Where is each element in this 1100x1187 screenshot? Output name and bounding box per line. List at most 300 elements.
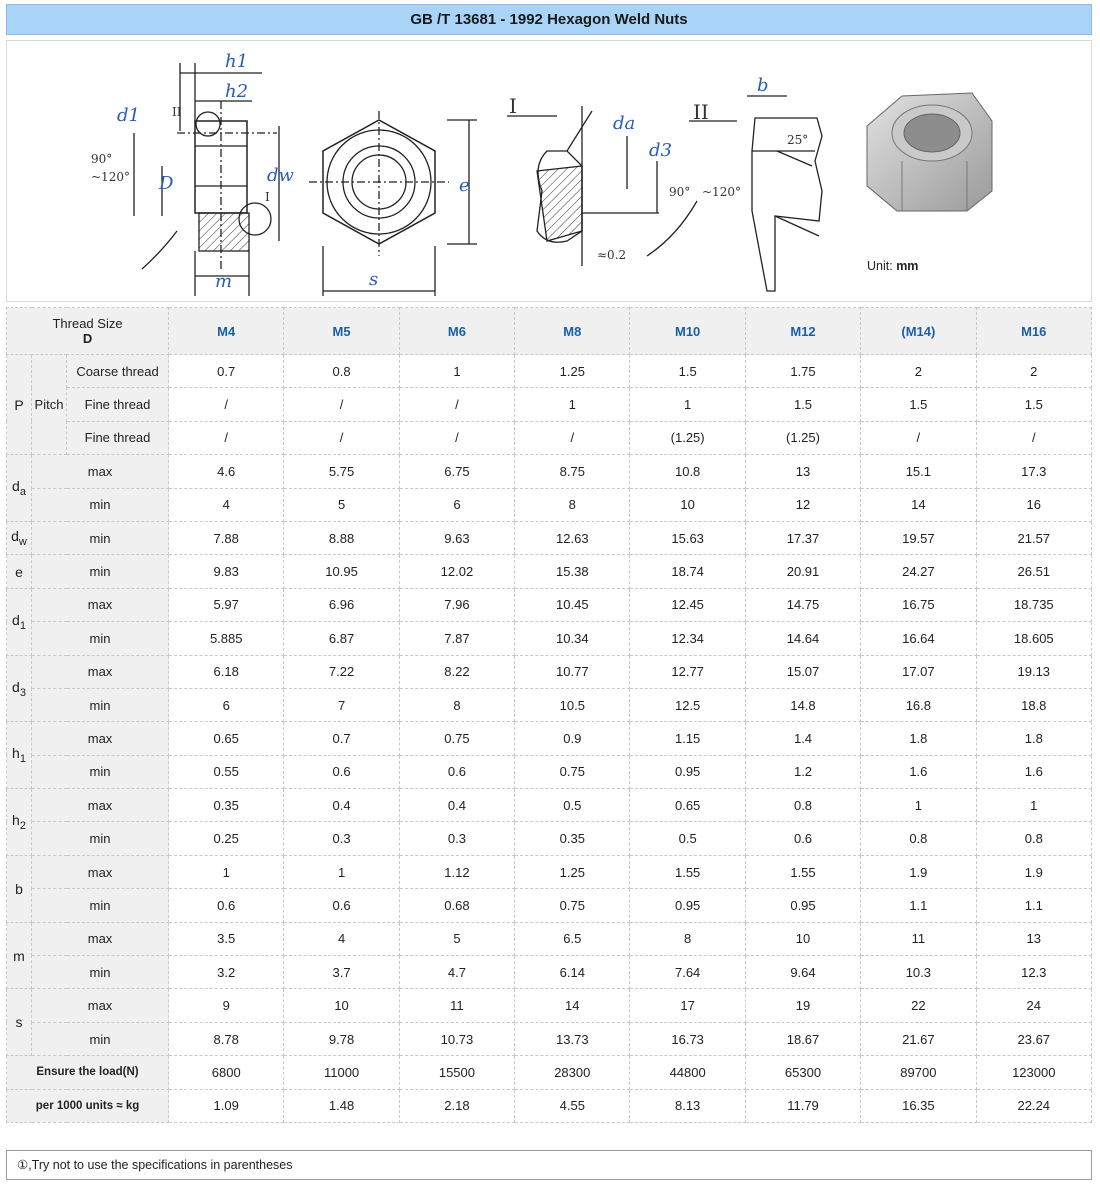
- value-cell: 0.4: [399, 789, 514, 822]
- param-symbol-sub: 1: [19, 619, 26, 632]
- value-cell: 6800: [169, 1056, 284, 1089]
- row-label: min: [32, 488, 169, 521]
- param-symbol: [7, 989, 32, 1056]
- value-cell: 8.88: [284, 521, 399, 554]
- value-cell: 12.02: [399, 555, 514, 588]
- table-row: [7, 922, 1092, 955]
- value-cell: 13: [976, 922, 1091, 955]
- table-row: [7, 655, 1092, 688]
- param-symbol: [7, 722, 32, 789]
- size-header: M16: [976, 308, 1091, 355]
- value-cell: 17.3: [976, 455, 1091, 488]
- row-label: min: [32, 1022, 169, 1055]
- table-row: [7, 421, 1092, 454]
- value-cell: 8.78: [169, 1022, 284, 1055]
- value-cell: 0.6: [284, 755, 399, 788]
- value-cell: 12.3: [976, 956, 1091, 989]
- row-label: max: [32, 722, 169, 755]
- value-cell: 2: [976, 355, 1091, 388]
- value-cell: 4.6: [169, 455, 284, 488]
- row-label: max: [32, 655, 169, 688]
- param-symbol-sub: 2: [19, 819, 26, 832]
- table-row: [7, 789, 1092, 822]
- row-label: min: [32, 956, 169, 989]
- value-cell: 1.12: [399, 855, 514, 888]
- table-row: [7, 388, 1092, 421]
- value-cell: 6.87: [284, 622, 399, 655]
- value-cell: 89700: [861, 1056, 976, 1089]
- value-cell: 9.78: [284, 1022, 399, 1055]
- value-cell: 18.74: [630, 555, 745, 588]
- angle-label: 90°: [91, 152, 113, 166]
- param-symbol: [7, 588, 32, 655]
- table-row: [7, 989, 1092, 1022]
- value-cell: 2.18: [399, 1089, 514, 1122]
- table-row: [7, 688, 1092, 721]
- row-label: min: [32, 822, 169, 855]
- row-label: min: [32, 688, 169, 721]
- row-label: per 1000 units ≈ kg: [7, 1089, 169, 1122]
- page-title: GB /T 13681 - 1992 Hexagon Weld Nuts: [6, 4, 1092, 35]
- table-row: [7, 455, 1092, 488]
- value-cell: 0.95: [630, 889, 745, 922]
- value-cell: 7.87: [399, 622, 514, 655]
- row-label: max: [32, 588, 169, 621]
- value-cell: 24: [976, 989, 1091, 1022]
- value-cell: 5: [399, 922, 514, 955]
- value-cell: 16.73: [630, 1022, 745, 1055]
- value-cell: 11.79: [745, 1089, 860, 1122]
- value-cell: 9: [169, 989, 284, 1022]
- value-cell: 0.68: [399, 889, 514, 922]
- row-label: min: [32, 755, 169, 788]
- value-cell: 1.9: [976, 855, 1091, 888]
- value-cell: 8.75: [515, 455, 630, 488]
- value-cell: 0.75: [515, 755, 630, 788]
- row-label: max: [32, 789, 169, 822]
- value-cell: 1: [515, 388, 630, 421]
- value-cell: 9.63: [399, 521, 514, 554]
- value-cell: 1.5: [745, 388, 860, 421]
- value-cell: 10: [745, 922, 860, 955]
- value-cell: 3.5: [169, 922, 284, 955]
- value-cell: 1: [861, 789, 976, 822]
- param-symbol-main: d: [12, 478, 20, 495]
- value-cell: 0.6: [399, 755, 514, 788]
- header-row: [7, 308, 1092, 355]
- value-cell: 10.5: [515, 688, 630, 721]
- value-cell: 6.5: [515, 922, 630, 955]
- row-label: Ensure the load(N): [7, 1056, 169, 1089]
- value-cell: 13.73: [515, 1022, 630, 1055]
- value-cell: 1.25: [515, 355, 630, 388]
- value-cell: 5.885: [169, 622, 284, 655]
- value-cell: 65300: [745, 1056, 860, 1089]
- param-symbol-sub: w: [18, 536, 27, 549]
- value-cell: 16.35: [861, 1089, 976, 1122]
- detail-ii-label: II: [693, 100, 709, 124]
- row-label: max: [32, 922, 169, 955]
- value-cell: 0.35: [515, 822, 630, 855]
- value-cell: 0.6: [169, 889, 284, 922]
- value-cell: 1: [169, 855, 284, 888]
- nut-3d-image: [867, 93, 992, 211]
- value-cell: /: [169, 388, 284, 421]
- row-label: Fine thread: [67, 388, 169, 421]
- value-cell: 19: [745, 989, 860, 1022]
- value-cell: /: [976, 421, 1091, 454]
- thread-size-header: [7, 308, 169, 355]
- value-cell: 11: [399, 989, 514, 1022]
- value-cell: 1: [976, 789, 1091, 822]
- value-cell: 15.38: [515, 555, 630, 588]
- value-cell: 4: [284, 922, 399, 955]
- table-row: [7, 588, 1092, 621]
- table-row: [7, 1022, 1092, 1055]
- value-cell: /: [399, 421, 514, 454]
- value-cell: 0.95: [745, 889, 860, 922]
- value-cell: 0.75: [515, 889, 630, 922]
- da-label: da: [613, 113, 636, 134]
- value-cell: /: [169, 421, 284, 454]
- param-symbol-main: e: [15, 563, 23, 580]
- value-cell: 15500: [399, 1056, 514, 1089]
- value-cell: 18.735: [976, 588, 1091, 621]
- value-cell: 4: [169, 488, 284, 521]
- value-cell: 2: [861, 355, 976, 388]
- d3-label: d3: [649, 140, 672, 161]
- m-label: m: [215, 271, 233, 292]
- value-cell: 19.57: [861, 521, 976, 554]
- spec-table: [6, 307, 1092, 1123]
- value-cell: 12.34: [630, 622, 745, 655]
- value-cell: 10.95: [284, 555, 399, 588]
- value-cell: 11: [861, 922, 976, 955]
- value-cell: 8: [399, 688, 514, 721]
- value-cell: 1.2: [745, 755, 860, 788]
- value-cell: 1.75: [745, 355, 860, 388]
- angle2-label: ~120°: [91, 170, 130, 184]
- value-cell: 0.7: [169, 355, 284, 388]
- value-cell: 16: [976, 488, 1091, 521]
- value-cell: 16.75: [861, 588, 976, 621]
- thread-size-symbol: D: [82, 331, 93, 346]
- param-symbol: [7, 455, 32, 522]
- value-cell: 1.15: [630, 722, 745, 755]
- value-cell: 0.5: [515, 789, 630, 822]
- param-symbol: [7, 555, 32, 588]
- value-cell: /: [284, 388, 399, 421]
- value-cell: 10: [284, 989, 399, 1022]
- detail-i-label: I: [509, 94, 517, 118]
- value-cell: 1.1: [861, 889, 976, 922]
- unit-value: mm: [896, 259, 919, 273]
- value-cell: 22: [861, 989, 976, 1022]
- value-cell: 10.8: [630, 455, 745, 488]
- value-cell: 6: [399, 488, 514, 521]
- value-cell: /: [861, 421, 976, 454]
- row-label: max: [32, 455, 169, 488]
- value-cell: 1.4: [745, 722, 860, 755]
- value-cell: 0.5: [630, 822, 745, 855]
- row-label: min: [32, 622, 169, 655]
- value-cell: 22.24: [976, 1089, 1091, 1122]
- size-header: (M14): [861, 308, 976, 355]
- value-cell: /: [399, 388, 514, 421]
- footnote: ①,Try not to use the specifications in parentheses: [6, 1150, 1092, 1180]
- value-cell: (1.25): [630, 421, 745, 454]
- nut-diagram: [7, 41, 1093, 303]
- value-cell: 14.75: [745, 588, 860, 621]
- value-cell: 10.34: [515, 622, 630, 655]
- value-cell: 0.8: [284, 355, 399, 388]
- param-symbol-main: m: [13, 947, 25, 964]
- value-cell: 0.25: [169, 822, 284, 855]
- value-cell: 12: [745, 488, 860, 521]
- row-label: Fine thread: [67, 421, 169, 454]
- table-row: [7, 555, 1092, 588]
- value-cell: 14: [861, 488, 976, 521]
- row-label: Coarse thread: [67, 355, 169, 388]
- size-header: M4: [169, 308, 284, 355]
- value-cell: 1.6: [861, 755, 976, 788]
- value-cell: 1.1: [976, 889, 1091, 922]
- value-cell: 8.22: [399, 655, 514, 688]
- value-cell: 28300: [515, 1056, 630, 1089]
- table-row: [7, 1089, 1092, 1122]
- value-cell: 0.65: [169, 722, 284, 755]
- value-cell: 1.5: [976, 388, 1091, 421]
- value-cell: 0.3: [399, 822, 514, 855]
- value-cell: 1.5: [861, 388, 976, 421]
- value-cell: 17: [630, 989, 745, 1022]
- size-header: M8: [515, 308, 630, 355]
- value-cell: 23.67: [976, 1022, 1091, 1055]
- value-cell: 9.64: [745, 956, 860, 989]
- value-cell: 0.8: [861, 822, 976, 855]
- table-row: [7, 822, 1092, 855]
- value-cell: (1.25): [745, 421, 860, 454]
- size-header: M12: [745, 308, 860, 355]
- row-label: max: [32, 989, 169, 1022]
- value-cell: 11000: [284, 1056, 399, 1089]
- value-cell: 6.75: [399, 455, 514, 488]
- table-row: [7, 855, 1092, 888]
- table-row: [7, 355, 1092, 388]
- value-cell: 7: [284, 688, 399, 721]
- value-cell: 13: [745, 455, 860, 488]
- value-cell: 10.3: [861, 956, 976, 989]
- deg25-label: 25°: [787, 133, 809, 147]
- value-cell: 21.57: [976, 521, 1091, 554]
- value-cell: 1.48: [284, 1089, 399, 1122]
- value-cell: 12.45: [630, 588, 745, 621]
- param-symbol-main: s: [15, 1014, 23, 1031]
- technical-drawing: [6, 40, 1092, 302]
- param-symbol: [7, 655, 32, 722]
- h2-label: h2: [225, 81, 249, 102]
- value-cell: 6: [169, 688, 284, 721]
- table-row: [7, 521, 1092, 554]
- value-cell: 0.95: [630, 755, 745, 788]
- size-header: M6: [399, 308, 514, 355]
- param-symbol-main: h: [12, 812, 20, 829]
- value-cell: 1: [399, 355, 514, 388]
- value-cell: 8: [630, 922, 745, 955]
- value-cell: 0.35: [169, 789, 284, 822]
- value-cell: 5.97: [169, 588, 284, 621]
- value-cell: 0.7: [284, 722, 399, 755]
- table-row: [7, 755, 1092, 788]
- row-label: max: [32, 855, 169, 888]
- row-label: min: [32, 555, 169, 588]
- angle4-label: ~120°: [702, 185, 741, 199]
- value-cell: 7.88: [169, 521, 284, 554]
- value-cell: 4.55: [515, 1089, 630, 1122]
- value-cell: 1.9: [861, 855, 976, 888]
- value-cell: 24.27: [861, 555, 976, 588]
- table-row: [7, 488, 1092, 521]
- value-cell: 15.63: [630, 521, 745, 554]
- value-cell: 1: [630, 388, 745, 421]
- value-cell: 21.67: [861, 1022, 976, 1055]
- pitch-symbol: P: [7, 355, 32, 455]
- value-cell: 3.7: [284, 956, 399, 989]
- d1-label: d1: [117, 105, 140, 126]
- value-cell: 14.8: [745, 688, 860, 721]
- value-cell: 10.77: [515, 655, 630, 688]
- value-cell: 0.65: [630, 789, 745, 822]
- value-cell: 1: [284, 855, 399, 888]
- param-symbol: [7, 922, 32, 989]
- value-cell: 1.6: [976, 755, 1091, 788]
- unit-label: Unit:: [867, 259, 893, 273]
- value-cell: 6.18: [169, 655, 284, 688]
- value-cell: 3.2: [169, 956, 284, 989]
- e-label: e: [459, 175, 470, 196]
- param-symbol: [7, 521, 32, 554]
- value-cell: 10.45: [515, 588, 630, 621]
- approx-label: ≈0.2: [597, 248, 627, 262]
- value-cell: 0.4: [284, 789, 399, 822]
- value-cell: 16.8: [861, 688, 976, 721]
- size-header: M10: [630, 308, 745, 355]
- param-symbol: [7, 789, 32, 856]
- value-cell: 0.6: [745, 822, 860, 855]
- h1-label: h1: [225, 51, 249, 72]
- value-cell: 0.75: [399, 722, 514, 755]
- value-cell: 5: [284, 488, 399, 521]
- value-cell: 10.73: [399, 1022, 514, 1055]
- value-cell: 14.64: [745, 622, 860, 655]
- value-cell: 15.07: [745, 655, 860, 688]
- i-marker: I: [265, 190, 270, 204]
- value-cell: 12.63: [515, 521, 630, 554]
- value-cell: 1.8: [976, 722, 1091, 755]
- value-cell: 8: [515, 488, 630, 521]
- value-cell: 1.5: [630, 355, 745, 388]
- param-symbol-main: b: [15, 880, 23, 897]
- value-cell: 123000: [976, 1056, 1091, 1089]
- param-symbol-sub: 1: [19, 753, 26, 766]
- value-cell: 7.22: [284, 655, 399, 688]
- value-cell: 1.55: [630, 855, 745, 888]
- value-cell: 20.91: [745, 555, 860, 588]
- value-cell: 0.6: [284, 889, 399, 922]
- value-cell: 0.3: [284, 822, 399, 855]
- param-symbol-main: h: [12, 745, 20, 762]
- thread-size-label: Thread Size: [52, 316, 123, 331]
- value-cell: 17.07: [861, 655, 976, 688]
- value-cell: 18.67: [745, 1022, 860, 1055]
- table-row: [7, 722, 1092, 755]
- value-cell: 12.77: [630, 655, 745, 688]
- param-symbol: [7, 855, 32, 922]
- value-cell: 5.75: [284, 455, 399, 488]
- value-cell: 18.8: [976, 688, 1091, 721]
- value-cell: 10: [630, 488, 745, 521]
- value-cell: 1.25: [515, 855, 630, 888]
- value-cell: /: [284, 421, 399, 454]
- param-symbol-main: d: [11, 528, 19, 545]
- dw-label: dw: [267, 165, 294, 186]
- table-row: [7, 956, 1092, 989]
- value-cell: 15.1: [861, 455, 976, 488]
- b-label: b: [757, 75, 769, 96]
- angle3-label: 90°: [669, 185, 691, 199]
- value-cell: 44800: [630, 1056, 745, 1089]
- value-cell: 4.7: [399, 956, 514, 989]
- value-cell: 12.5: [630, 688, 745, 721]
- size-header: M5: [284, 308, 399, 355]
- table-row: [7, 622, 1092, 655]
- value-cell: 0.8: [976, 822, 1091, 855]
- value-cell: 6.96: [284, 588, 399, 621]
- value-cell: 17.37: [745, 521, 860, 554]
- D-label: D: [159, 173, 174, 194]
- param-symbol-sub: 3: [19, 686, 26, 699]
- value-cell: 18.605: [976, 622, 1091, 655]
- value-cell: 19.13: [976, 655, 1091, 688]
- value-cell: 7.96: [399, 588, 514, 621]
- row-label: min: [32, 889, 169, 922]
- value-cell: 26.51: [976, 555, 1091, 588]
- value-cell: 6.14: [515, 956, 630, 989]
- value-cell: 9.83: [169, 555, 284, 588]
- value-cell: 8.13: [630, 1089, 745, 1122]
- value-cell: 16.64: [861, 622, 976, 655]
- s-label: s: [369, 269, 379, 290]
- pitch-sub-label: Pitch: [32, 355, 67, 455]
- table-row: [7, 889, 1092, 922]
- value-cell: 7.64: [630, 956, 745, 989]
- value-cell: 1.09: [169, 1089, 284, 1122]
- value-cell: /: [515, 421, 630, 454]
- param-symbol-main: d: [12, 611, 20, 628]
- table-row: [7, 1056, 1092, 1089]
- value-cell: 1.8: [861, 722, 976, 755]
- param-symbol-sub: a: [19, 485, 26, 498]
- value-cell: 0.55: [169, 755, 284, 788]
- row-label: min: [32, 521, 169, 554]
- value-cell: 0.8: [745, 789, 860, 822]
- value-cell: 14: [515, 989, 630, 1022]
- value-cell: 1.55: [745, 855, 860, 888]
- ii-marker: II: [172, 105, 182, 119]
- unit-note: [867, 259, 918, 273]
- param-symbol-main: d: [12, 678, 20, 695]
- value-cell: 0.9: [515, 722, 630, 755]
